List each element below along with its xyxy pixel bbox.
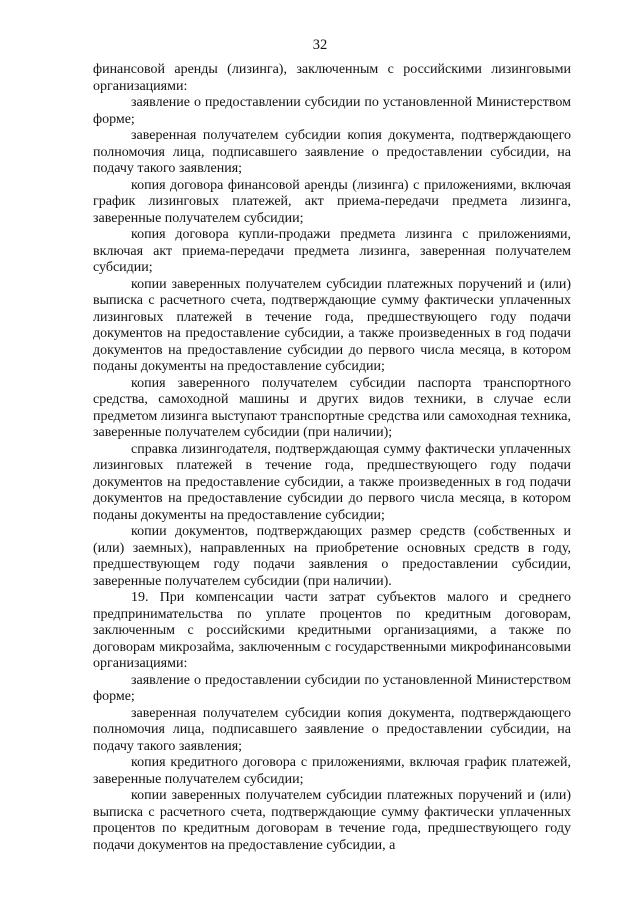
document-body [93,62,571,854]
paragraph-authority-document-2: заверенная получателем субсидии копия документа, подтверждающего полномочия лица, подписавшего заявление о предоставлении субсидии, на подачу такого заявления; [93,705,571,754]
paragraph-funds-documents: копии документов, подтверждающих размер средств (собственных и (или) заемных), направленных на приобретение основных средств в году, предшествующем году подачи заявления о предоставлении субсидии, заверенные получателем субсидии (при наличии). [93,524,571,589]
paragraph-continuation: финансовой аренды (лизинга), заключенным с российскими лизинговыми организациями: [93,62,571,94]
paragraph-payment-orders-2: копии заверенных получателем субсидии платежных поручений и (или) выписка с расчетного счета, подтверждающие сумму фактически уплаченных процентов по кредитным договорам в течение года, предшествующего году подачи документов на предоставление субсидии, а [93,788,571,853]
paragraph-application-form: заявление о предоставлении субсидии по установленной Министерством форме; [93,95,571,127]
paragraph-application-form-2: заявление о предоставлении субсидии по установленной Министерством форме; [93,672,571,704]
paragraph-clause-19: 19. При компенсации части затрат субъектов малого и среднего предпринимательства по уплате процентов по кредитным договорам, заключенным с российскими кредитными организациями, а также по договорам микрозайма, заключенным с государственными микрофинансовыми организациями: [93,590,571,671]
paragraph-lessor-certificate: справка лизингодателя, подтверждающая сумму фактически уплаченных лизинговых платежей в течение года, предшествующего году подачи документов на предоставление субсидии, а также произведенных в год подачи документов на предоставление субсидии до первого числа месяца, в котором поданы документы на предоставление субсидии; [93,441,571,523]
paragraph-payment-orders: копии заверенных получателем субсидии платежных поручений и (или) выписка с расчетного счета, подтверждающие сумму фактически уплаченных лизинговых платежей в течение года, предшествующего году подачи документов на предоставление субсидии, а также произведенных в год подачи документов на предоставление субсидии до первого числа месяца, в котором поданы документы на предоставление субсидии; [93,276,571,374]
paragraph-credit-contract-copy: копия кредитного договора с приложениями, включая график платежей, заверенные получателем субсидии; [93,755,571,787]
paragraph-authority-document: заверенная получателем субсидии копия документа, подтверждающего полномочия лица, подписавшего заявление о предоставлении субсидии, на подачу такого заявления; [93,128,571,176]
paragraph-vehicle-passport: копия заверенного получателем субсидии паспорта транспортного средства, самоходной машины и других видов техники, в случае если предметом лизинга выступают транспортные средства или самоходная техника, заверенные получателем субсидии (при наличии); [93,375,571,440]
paragraph-sale-contract-copy: копия договора купли-продажи предмета лизинга с приложениями, включая акт приема-передачи предмета лизинга, заверенная получателем субсидии; [93,227,571,275]
paragraph-leasing-contract-copy: копия договора финансовой аренды (лизинга) с приложениями, включая график лизинговых платежей, акт приема-передачи предмета лизинга, заверенные получателем субсидии; [93,177,571,226]
page-number: 32 [312,37,328,53]
